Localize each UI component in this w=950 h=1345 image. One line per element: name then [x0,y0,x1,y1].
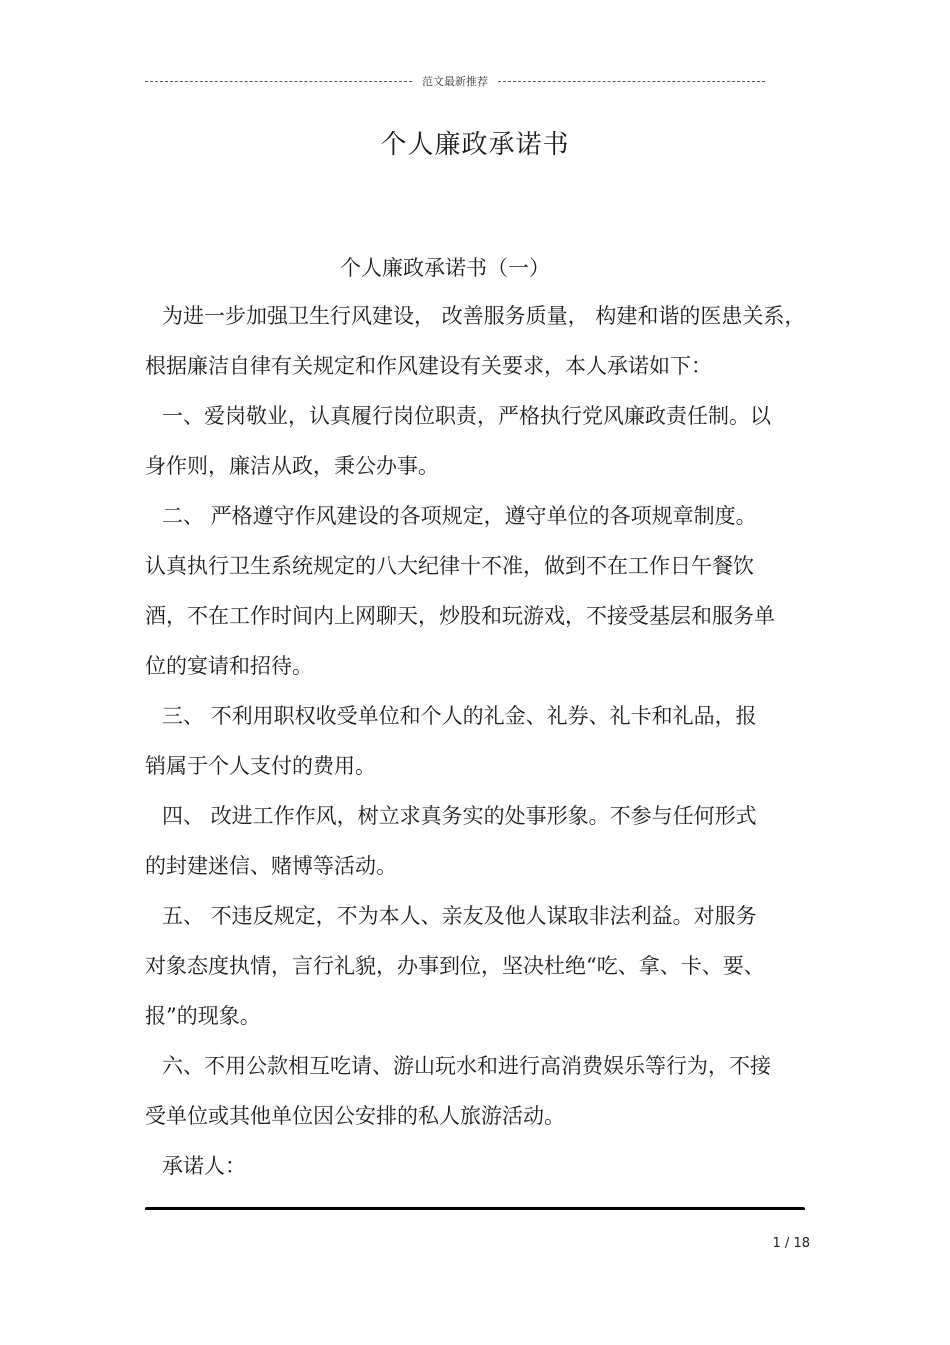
signature-label: 承诺人： [162,1154,246,1178]
body-line: 五、 不违反规定，不为本人、亲友及他人谋取非法利益。对服务 [162,904,757,928]
body-line: 受单位或其他单位因公安排的私人旅游活动。 [145,1104,565,1128]
body-line: 四、 改进工作作风，树立求真务实的处事形象。不参与任何形式 [162,804,757,828]
body-line: 酒，不在工作时间内上网聊天，炒股和玩游戏，不接受基层和服务单 [145,604,775,628]
page-number: 1 / 18 [772,1236,810,1251]
header-text: 范文最新推荐 [422,75,488,88]
body-line: 销属于个人支付的费用。 [145,754,376,778]
footer-rule [145,1207,805,1211]
body-line: 根据廉洁自律有关规定和作风建设有关要求，本人承诺如下： [145,354,712,378]
body-line: 三、 不利用职权收受单位和个人的礼金、礼券、礼卡和礼品，报 [162,704,757,728]
document-subtitle: 个人廉政承诺书（一） [340,256,550,280]
body-line: 六、不用公款相互吃请、游山玩水和进行高消费娱乐等行为，不接 [162,1054,771,1078]
document-title: 个人廉政承诺书 [380,130,570,160]
body-line: 认真执行卫生系统规定的八大纪律十不准，做到不在工作日午餐饮 [145,554,754,578]
body-line: 位的宴请和招待。 [145,654,313,678]
body-line: 二、 严格遵守作风建设的各项规定，遵守单位的各项规章制度。 [162,504,757,528]
body-line: 一、爱岗敬业，认真履行岗位职责，严格执行党风廉政责任制。以 [162,404,771,428]
body-line: 身作则，廉洁从政，秉公办事。 [145,454,439,478]
body-line: 报”的现象。 [145,1004,261,1028]
body-line: 对象态度执情，言行礼貌，办事到位，坚决杜绝“吃、拿、卡、要、 [145,954,765,978]
header-dash-right [498,81,765,82]
body-line: 的封建迷信、赌博等活动。 [145,854,397,878]
body-line: 为进一步加强卫生行风建设， 改善服务质量， 构建和谐的医患关系， [162,304,806,328]
page-header [145,72,765,90]
header-dash-left [145,81,412,82]
